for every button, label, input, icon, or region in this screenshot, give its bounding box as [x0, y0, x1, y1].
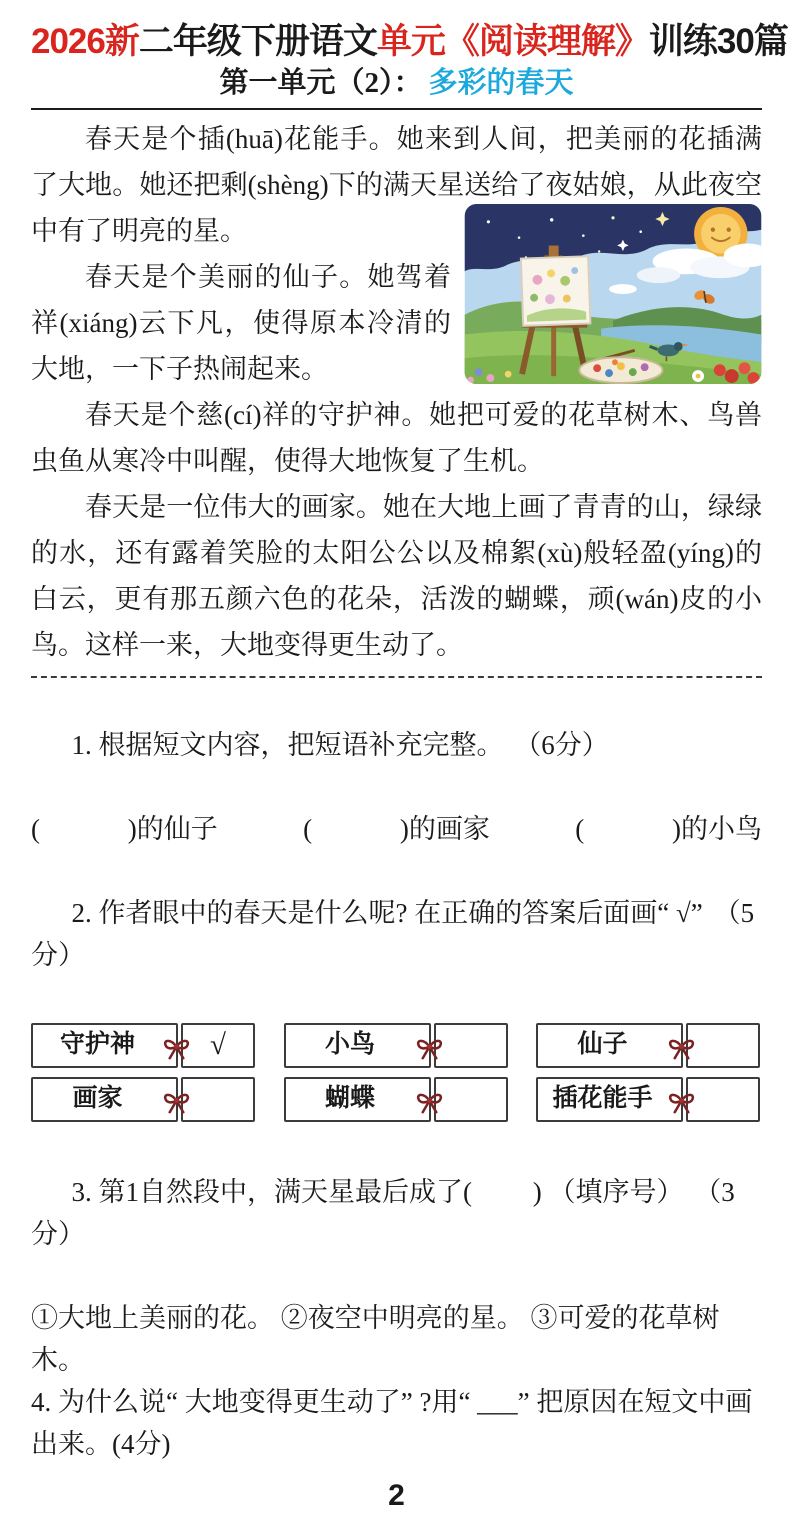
- bow-ribbon-icon: [666, 1033, 697, 1061]
- question-2: [31, 850, 762, 1018]
- passage-paragraph-4: 春天是一位伟大的画家。她在大地上画了青青的山，绿绿的水，还有露着笑脸的太阳公公以及棉絮(xù)般轻盈(yíng)的白云，更有那五颜六色的花朵，活泼的蝴蝶，顽(wán)皮的小鸟。这样一来，大地变得更生动了。: [31, 491, 762, 660]
- bow-ribbon-icon: [161, 1033, 192, 1061]
- q1-blank-painter[interactable]: ( )的画家: [303, 813, 490, 844]
- q2-word-box: 蝴蝶: [284, 1077, 431, 1122]
- q1-blank-bird[interactable]: ( )的小鸟: [575, 813, 762, 844]
- q2-answer-box[interactable]: [181, 1077, 255, 1122]
- question-1: [31, 682, 762, 808]
- question-1-text: 1. 根据短文内容，把短语补充完整。: [71, 729, 504, 760]
- q2-word-box: 守护神: [31, 1023, 178, 1068]
- question-3-score: （3分）: [31, 1176, 735, 1249]
- question-2-score: （5分）: [31, 897, 755, 970]
- bow-ribbon-icon: [666, 1087, 697, 1115]
- q2-options-grid: [31, 1023, 762, 1122]
- unit-label: 第一单元（2）：: [219, 67, 423, 100]
- unit-topic: 多彩的春天: [428, 67, 574, 100]
- question-2-text: 2. 作者眼中的春天是什么呢? 在正确的答案后面画“ √”: [71, 897, 703, 928]
- reading-passage: [31, 116, 762, 668]
- question-1-score: （6分）: [527, 729, 609, 760]
- spring-scene-image: [464, 204, 762, 384]
- q2-word-box: 插花能手: [536, 1077, 683, 1122]
- passage-paragraph-2: 春天是个美丽的仙子。她驾着祥(xiáng)云下凡，使得原本冷清的大地，一下子热闹起来。: [31, 261, 451, 384]
- q2-word-box: 小鸟: [284, 1023, 431, 1068]
- q2-answer-box[interactable]: [686, 1023, 760, 1068]
- title-part-subject: 单元《阅读理解》: [376, 22, 649, 61]
- title-part-grade: 二年级下册语文: [138, 22, 377, 61]
- q1-blanks-row: [31, 808, 762, 850]
- q2-option-bird: [284, 1023, 510, 1068]
- bow-ribbon-icon: [161, 1087, 192, 1115]
- title-part-count: 训练30篇: [648, 22, 788, 61]
- bow-ribbon-icon: [414, 1033, 445, 1061]
- q1-blank-fairy[interactable]: ( )的仙子: [31, 813, 218, 844]
- question-3: [31, 1129, 762, 1297]
- q2-answer-box[interactable]: √: [181, 1023, 255, 1068]
- q2-word-box: 画家: [31, 1077, 178, 1122]
- questions-section: [31, 682, 762, 1465]
- q2-option-flower-arranger: [536, 1077, 762, 1122]
- header-divider: [31, 108, 762, 110]
- q2-option-fairy: [536, 1023, 762, 1068]
- page-title: [31, 22, 788, 61]
- passage-questions-divider: [31, 676, 762, 678]
- question-3-text: 3. 第1自然段中，满天星最后成了( ) （填序号）: [71, 1176, 684, 1207]
- q2-answer-box[interactable]: [686, 1077, 760, 1122]
- page-number: 2: [388, 1478, 405, 1512]
- q3-options[interactable]: ①大地上美丽的花。 ②夜空中明亮的星。 ③可爱的花草树木。: [31, 1302, 720, 1375]
- q2-option-painter: [31, 1077, 257, 1122]
- passage-paragraph-1: 春天是个插(huā)花能手。她来到人间，把美丽的花插满了大地。她还把剩(shèng)下的满天星送给了夜姑娘，从此夜空中有了明亮的星。: [31, 123, 762, 246]
- bow-ribbon-icon: [414, 1087, 445, 1115]
- question-4: 4. 为什么说“ 大地变得更生动了” ?用“ ___” 把原因在短文中画出来。(4分): [31, 1386, 753, 1459]
- q2-answer-box[interactable]: [434, 1077, 508, 1122]
- unit-subtitle: [31, 66, 762, 101]
- q2-word-box: 仙子: [536, 1023, 683, 1068]
- q2-answer-box[interactable]: [434, 1023, 508, 1068]
- passage-paragraph-3: 春天是个慈(cí)祥的守护神。她把可爱的花草树木、鸟兽虫鱼从寒冷中叫醒，使得大地恢复了生机。: [31, 399, 762, 476]
- title-part-year: 2026新: [31, 22, 139, 61]
- page-footer: [31, 1465, 762, 1531]
- q2-option-butterfly: [284, 1077, 510, 1122]
- q2-option-guardian: [31, 1023, 257, 1068]
